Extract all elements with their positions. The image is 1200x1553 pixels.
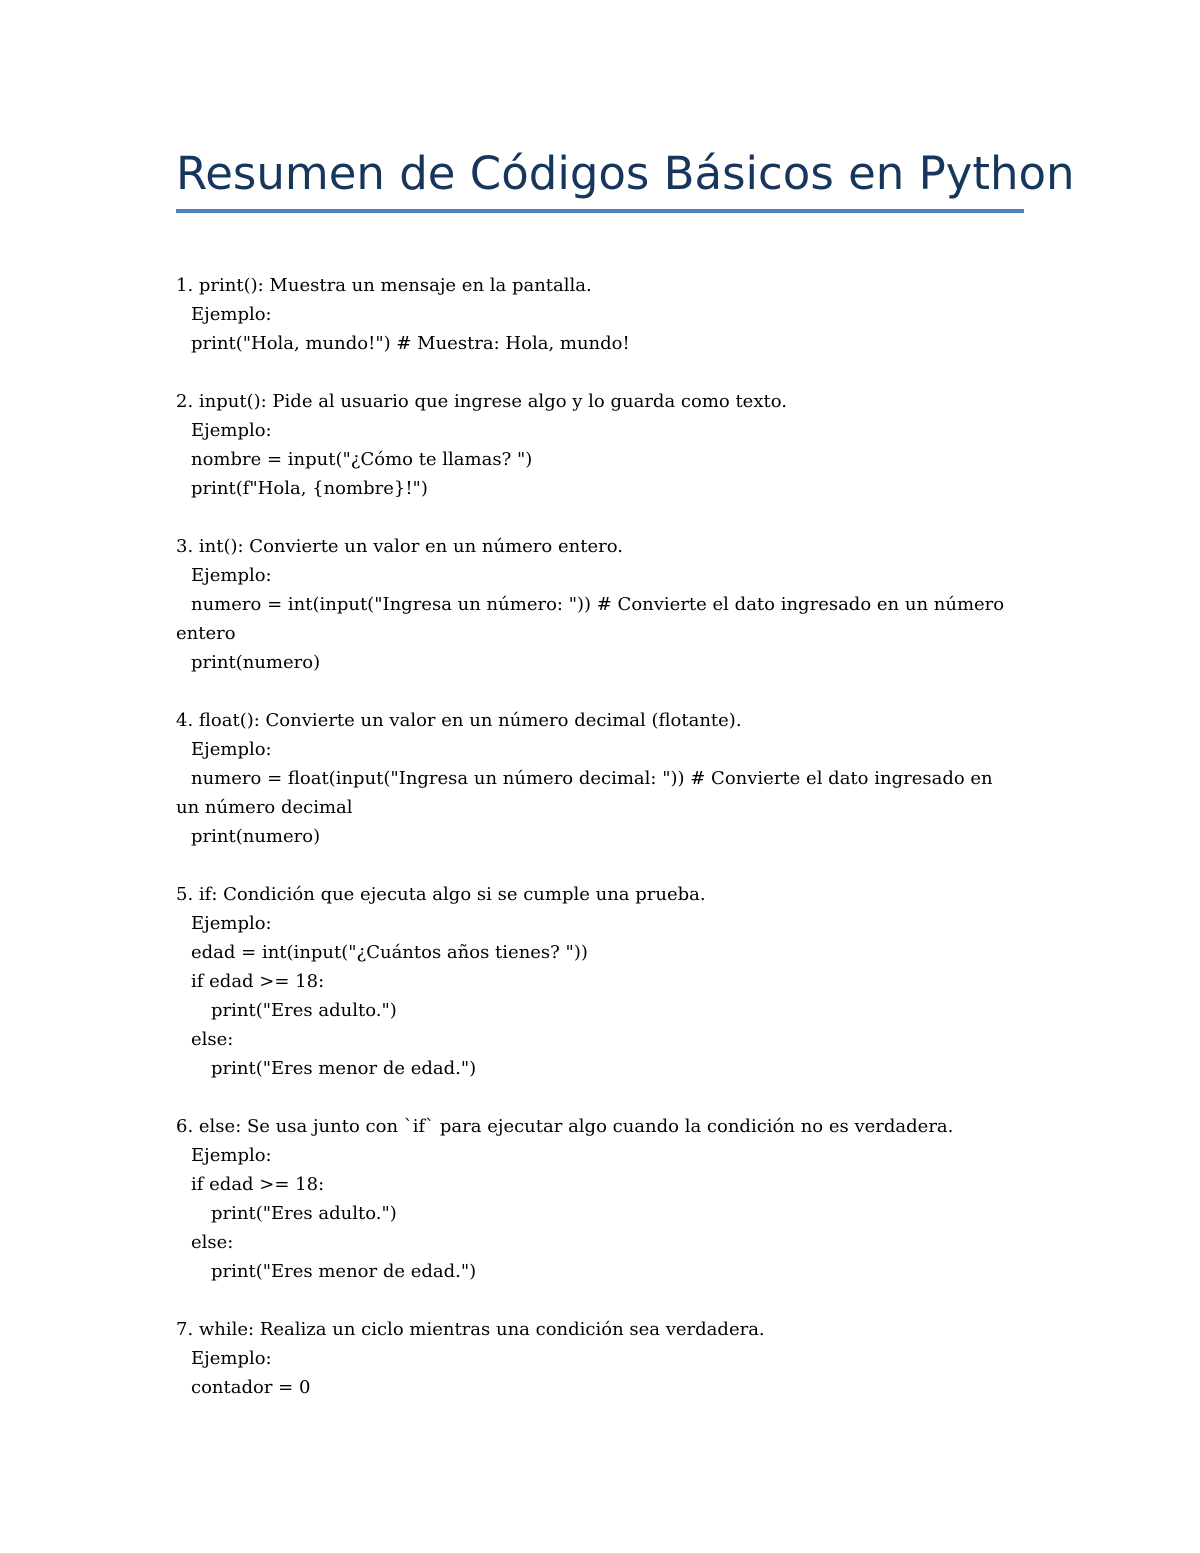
document-title: Resumen de Códigos Básicos en Python xyxy=(176,147,1075,200)
code-line-indented: print("Eres menor de edad.") xyxy=(211,1261,477,1282)
section-heading: 7. while: Realiza un ciclo mientras una condición sea verdadera. xyxy=(176,1319,765,1340)
code-line: numero = int(input("Ingresa un número: ")) # Convierte el dato ingresado en un número xyxy=(191,594,1005,615)
section-while xyxy=(176,1315,1024,1402)
code-line: print(f"Hola, {nombre}!") xyxy=(191,478,428,499)
example-label: Ejemplo: xyxy=(191,1145,272,1166)
section-int xyxy=(176,532,1024,677)
example-label: Ejemplo: xyxy=(191,1348,272,1369)
code-line: if edad >= 18: xyxy=(191,971,325,992)
code-line: if edad >= 18: xyxy=(191,1174,325,1195)
code-line: edad = int(input("¿Cuántos años tienes? ")) xyxy=(191,942,588,963)
code-line-wrap: un número decimal xyxy=(176,797,353,818)
code-line: contador = 0 xyxy=(191,1377,311,1398)
example-label: Ejemplo: xyxy=(191,913,272,934)
section-float xyxy=(176,706,1024,851)
section-if xyxy=(176,880,1024,1083)
code-line: print(numero) xyxy=(191,652,321,673)
code-line-indented: print("Eres menor de edad.") xyxy=(211,1058,477,1079)
code-line: else: xyxy=(191,1232,234,1253)
code-line: print(numero) xyxy=(191,826,321,847)
example-label: Ejemplo: xyxy=(191,739,272,760)
paragraph-gap xyxy=(176,1083,1024,1112)
code-line-indented: print("Eres adulto.") xyxy=(211,1000,397,1021)
section-input xyxy=(176,387,1024,503)
section-print xyxy=(176,271,1024,358)
paragraph-gap xyxy=(176,358,1024,387)
section-heading: 5. if: Condición que ejecuta algo si se cumple una prueba. xyxy=(176,884,706,905)
section-heading: 4. float(): Convierte un valor en un número decimal (flotante). xyxy=(176,710,742,731)
code-line: print("Hola, mundo!") # Muestra: Hola, mundo! xyxy=(191,333,630,354)
code-line: nombre = input("¿Cómo te llamas? ") xyxy=(191,449,533,470)
section-heading: 3. int(): Convierte un valor en un número entero. xyxy=(176,536,623,557)
section-else xyxy=(176,1112,1024,1286)
paragraph-gap xyxy=(176,677,1024,706)
code-line-indented: print("Eres adulto.") xyxy=(211,1203,397,1224)
paragraph-gap xyxy=(176,503,1024,532)
paragraph-gap xyxy=(176,1286,1024,1315)
paragraph-gap xyxy=(176,851,1024,880)
section-heading: 1. print(): Muestra un mensaje en la pantalla. xyxy=(176,275,592,296)
example-label: Ejemplo: xyxy=(191,565,272,586)
section-heading: 2. input(): Pide al usuario que ingrese algo y lo guarda como texto. xyxy=(176,391,787,412)
section-heading: 6. else: Se usa junto con `if` para ejecutar algo cuando la condición no es verdadera. xyxy=(176,1116,954,1137)
code-line: numero = float(input("Ingresa un número decimal: ")) # Convierte el dato ingresado en xyxy=(191,768,993,789)
example-label: Ejemplo: xyxy=(191,420,272,441)
code-line-wrap: entero xyxy=(176,623,236,644)
document-body xyxy=(176,271,1024,1402)
title-underline xyxy=(176,209,1024,213)
code-line: else: xyxy=(191,1029,234,1050)
example-label: Ejemplo: xyxy=(191,304,272,325)
